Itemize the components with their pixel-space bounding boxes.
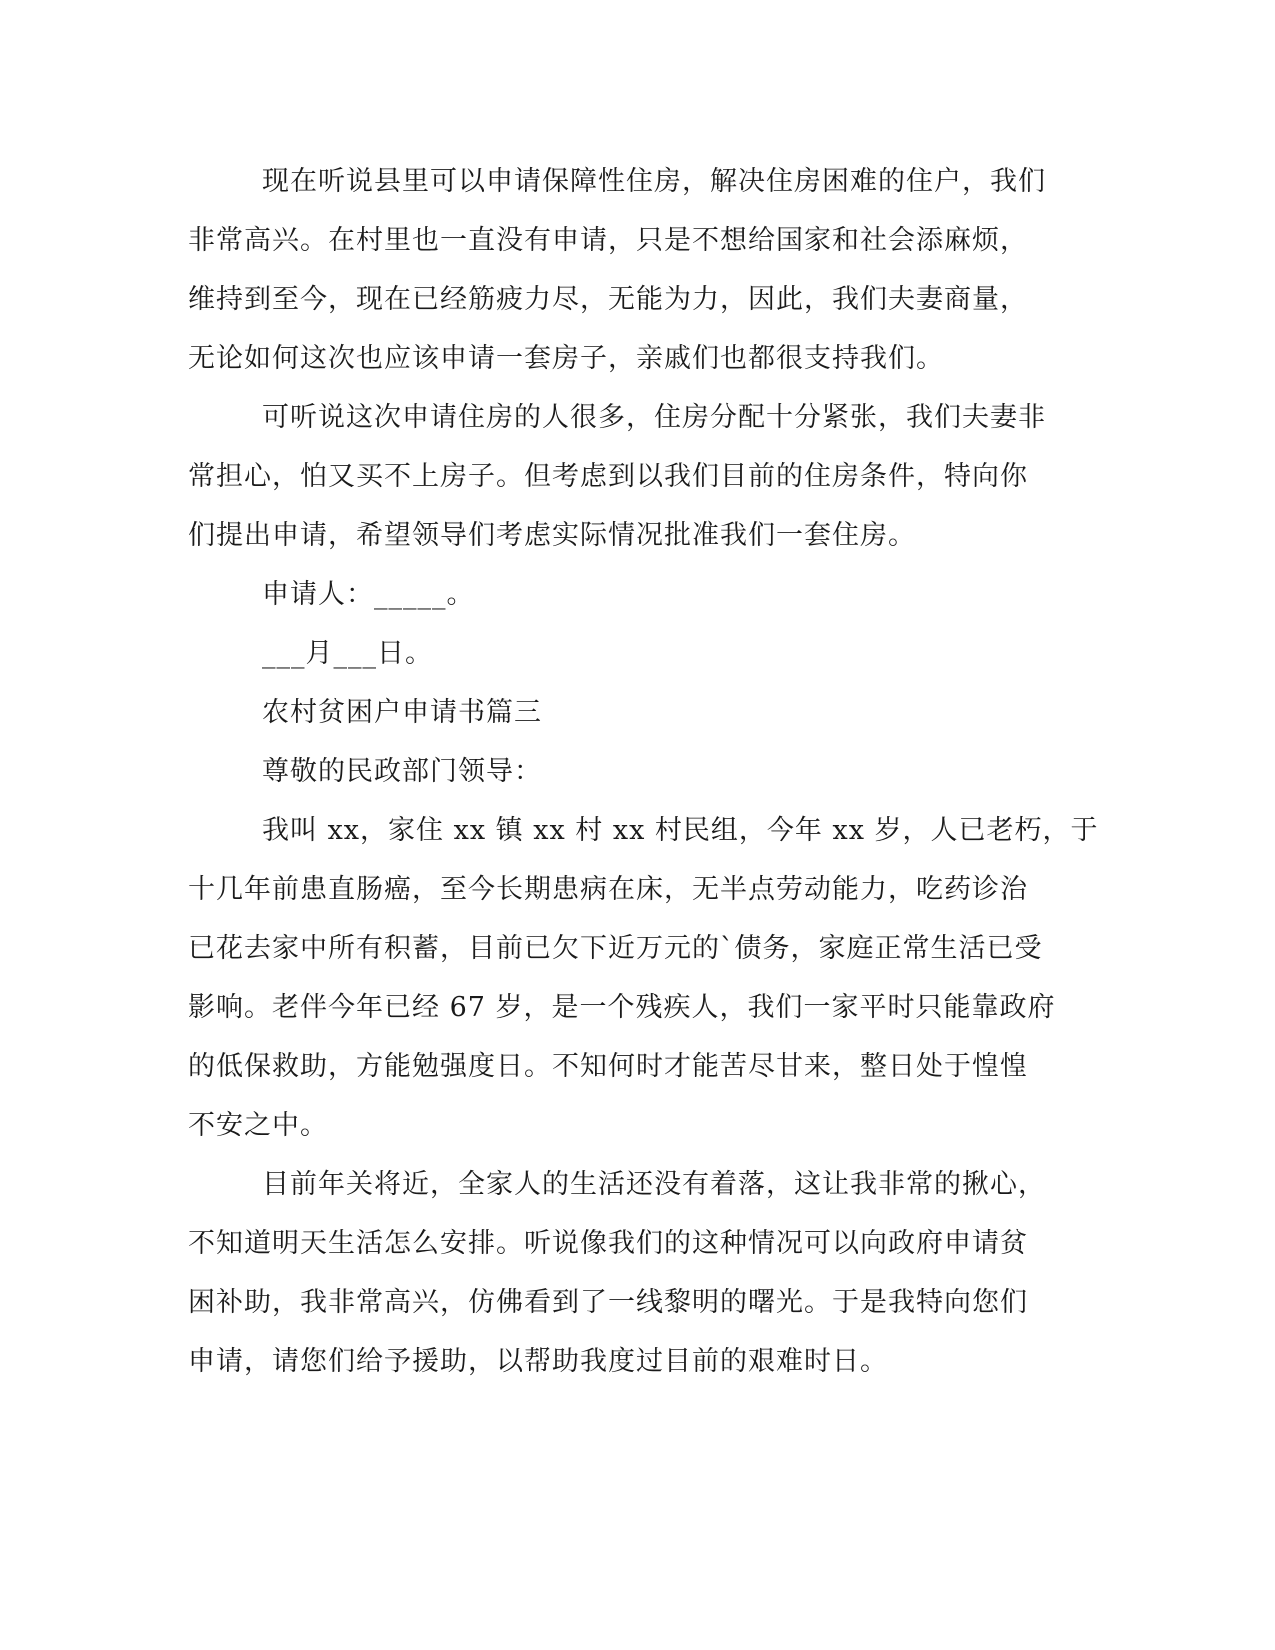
section-title: 农村贫困户申请书篇三 [262,697,542,728]
applicant-signature-line: 申请人：_____。 [262,579,475,610]
paragraph-line: 们提出申请，希望领导们考虑实际情况批准我们一套住房。 [188,520,916,551]
paragraph-line: 影响。老伴今年已经 67 岁，是一个残疾人，我们一家平时只能靠政府 [188,992,1056,1023]
paragraph-line: 困补助，我非常高兴，仿佛看到了一线黎明的曙光。于是我特向您们 [188,1287,1028,1318]
paragraph-line: 维持到至今，现在已经筋疲力尽，无能为力，因此，我们夫妻商量， [188,284,1028,315]
paragraph-line: 可听说这次申请住房的人很多，住房分配十分紧张，我们夫妻非 [262,402,1046,433]
paragraph-line: 已花去家中所有积蓄，目前已欠下近万元的`债务，家庭正常生活已受 [188,933,1043,964]
paragraph-line: 目前年关将近，全家人的生活还没有着落，这让我非常的揪心， [262,1169,1046,1200]
salutation: 尊敬的民政部门领导： [262,756,542,787]
date-line: ___月___日。 [262,638,433,669]
paragraph-line: 不知道明天生活怎么安排。听说像我们的这种情况可以向政府申请贫 [188,1228,1028,1259]
paragraph-line: 现在听说县里可以申请保障性住房，解决住房困难的住户，我们 [262,166,1046,197]
paragraph-line: 十几年前患直肠癌，至今长期患病在床，无半点劳动能力，吃药诊治 [188,874,1028,905]
paragraph-line: 我叫 xx，家住 xx 镇 xx 村 xx 村民组，今年 xx 岁，人已老朽，于 [262,815,1099,846]
paragraph-line: 不安之中。 [188,1110,328,1141]
paragraph-line: 申请，请您们给予援助，以帮助我度过目前的艰难时日。 [188,1346,888,1377]
paragraph-line: 无论如何这次也应该申请一套房子，亲戚们也都很支持我们。 [188,343,944,374]
paragraph-line: 的低保救助，方能勉强度日。不知何时才能苦尽甘来，整日处于惶惶 [188,1051,1028,1082]
paragraph-line: 非常高兴。在村里也一直没有申请，只是不想给国家和社会添麻烦， [188,225,1028,256]
paragraph-line: 常担心，怕又买不上房子。但考虑到以我们目前的住房条件，特向你 [188,461,1028,492]
